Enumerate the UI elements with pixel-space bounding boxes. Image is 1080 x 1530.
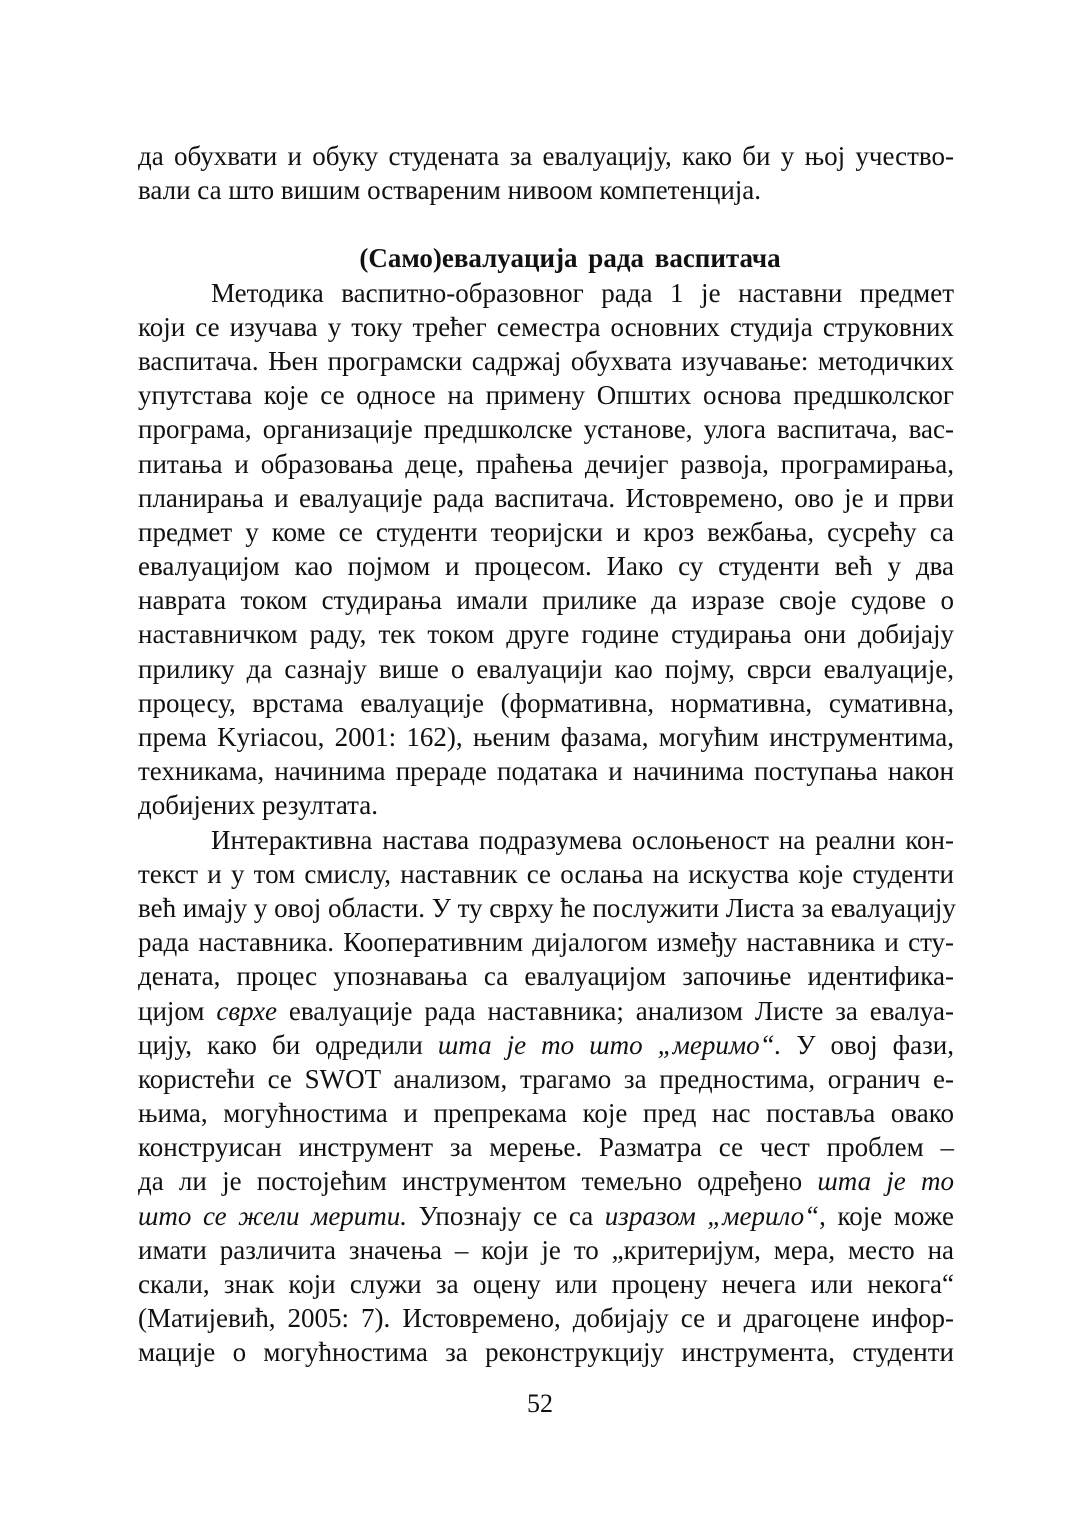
text-segment: цијом [138,995,217,1026]
italic-term: сврхе [216,995,278,1026]
text-line: користећи се SWOT анализом, трагамо за предностима, огранич е- [138,1063,954,1094]
spacer [138,207,954,241]
text-line: текст и у том смислу, наставник се ослања на искуства које студенти [138,858,954,889]
text-line: процесу, врстама евалуације (формативна, нормативна, сумативна, [138,687,954,718]
text-segment: Упознају се са [407,1200,605,1231]
text-line: наставничком раду, тек током друге године студирања они добијају [138,619,954,650]
text-line: питања и образовања деце, праћења дечијег развоја, програмирања, [138,448,954,479]
text-line: програма, организације предшколске установе, улога васпитача, вас- [138,414,954,445]
italic-term: шта је то што „меримо“. [437,1029,782,1060]
text-line: њима, могућностима и препрекама које пред нас поставља овако [138,1098,954,1129]
text-line: Методика васпитно-образовног рада 1 је наставни предмет [211,277,954,308]
text-line: да обухвати и обуку студената за евалуацију, како би у њој учество- [138,141,954,171]
italic-term: шта је то [817,1166,954,1197]
text-segment: евалуације рада наставника; анализом Листе за евалуа- [277,995,954,1026]
page-number: 52 [527,1389,553,1418]
body-text [138,139,954,1370]
text-line: имати различита значења – који је то „критеријум, мера, место на [138,1234,954,1265]
text-line: добијених резултата. [138,790,379,821]
text-line: вали са што вишим оствареним нивоом компетенција. [138,175,762,206]
text-line: према Kyriacou, 2001: 162), њеним фазама, могућим инструментима, [138,722,954,752]
text-line: скали, знак који служи за оцену или процену нечега или некога“ [138,1269,954,1299]
text-line: мације о могућностима за реконструкцију инструмента, студенти [138,1337,954,1368]
text-line: конструисан инструмент за мерење. Разматра се чест проблем – [138,1132,954,1163]
text-line: дената, процес упознавања са евалуацијом започиње идентифика- [138,961,954,992]
text-line [138,994,954,1028]
text-line [138,1028,954,1062]
text-line: који се изучава у току трећег семестра основних студија струковних [138,311,954,342]
text-segment: У овој фази, [781,1029,955,1060]
text-line [138,1199,954,1233]
text-line [138,1164,954,1198]
italic-term: изразом „мерило“ [604,1200,820,1231]
text-line: евалуацијом као појмом и процесом. Иако су студенти већ у два [138,551,954,582]
section-heading: (Само)евалуација рада васпитача [359,243,781,274]
text-line: (Матијевић, 2005: 7). Истовремено, добијају се и драгоцене инфор- [138,1303,954,1334]
text-line: васпитача. Њен програмски садржај обухвата изучавање: методичких [138,345,954,376]
text-line: рада наставника. Кооперативним дијалогом између наставника и сту- [138,927,954,958]
text-line: прилику да сазнају више о евалуацији као појму, сврси евалуације, [138,653,954,684]
text-line: већ имају у овој области. У ту сврху ће послужити Листа за евалуацију [138,892,956,923]
text-line: упутстава које се односе на примену Општих основа предшколског [138,380,954,411]
text-segment: да ли је постојећим инструментом темељно одређено [138,1166,818,1197]
text-segment: цију, како би одредили [138,1029,438,1060]
text-line: планирања и евалуације рада васпитача. Истовремено, ово је и први [138,482,954,513]
italic-term: што се жели мерити. [138,1200,408,1231]
text-line: наврата током студирања имали прилике да изразе своје судове о [138,585,954,616]
text-segment: , које може [819,1200,955,1231]
text-line: техникама, начинима прераде података и начинима поступања након [138,756,954,787]
text-line: предмет у коме се студенти теоријски и кроз вежбања, сусрећу са [138,516,954,547]
text-line: Интерактивна настава подразумева ослоњеност на реални кон- [211,824,954,855]
